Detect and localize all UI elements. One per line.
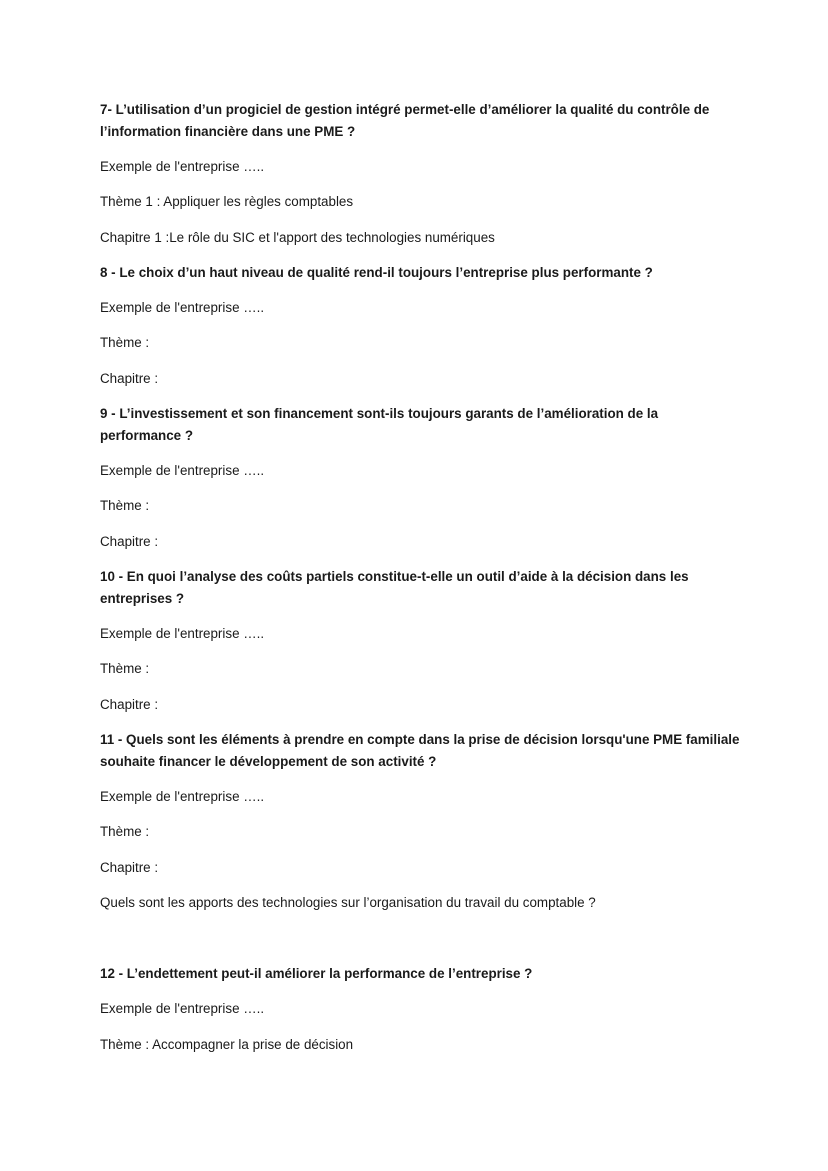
question-9-title: 9 - L’investissement et son financement sont-ils toujours garants de l’amélioration de la performance ? <box>100 406 659 443</box>
question-7-chapitre: Chapitre 1 :Le rôle du SIC et l'apport des technologies numériques <box>100 230 495 245</box>
question-10-exemple: Exemple de l'entreprise ….. <box>100 626 265 641</box>
question-11-theme: Thème : <box>100 824 150 839</box>
question-8-exemple: Exemple de l'entreprise ….. <box>100 300 265 315</box>
question-12-theme: Thème : Accompagner la prise de décision <box>100 1037 354 1052</box>
question-9-chapitre: Chapitre : <box>100 534 159 549</box>
question-11-title: 11 - Quels sont les éléments à prendre en compte dans la prise de décision lorsqu'une PME familiale souhaite financer le développement de son activité ? <box>100 732 740 769</box>
question-8-chapitre: Chapitre : <box>100 371 159 386</box>
question-7-theme: Thème 1 : Appliquer les règles comptables <box>100 194 354 209</box>
question-10-title: 10 - En quoi l’analyse des coûts partiels constitue-t-elle un outil d’aide à la décision dans les entreprises ? <box>100 569 689 606</box>
question-8-title: 8 - Le choix d’un haut niveau de qualité rend-il toujours l’entreprise plus performante ? <box>100 265 653 280</box>
question-8-theme: Thème : <box>100 335 150 350</box>
question-12-exemple: Exemple de l'entreprise ….. <box>100 1001 265 1016</box>
question-11-extra: Quels sont les apports des technologies sur l’organisation du travail du comptable ? <box>100 895 596 910</box>
question-7-title: 7- L’utilisation d’un progiciel de gestion intégré permet-elle d’améliorer la qualité du contrôle de l’information financière dans une PME ? <box>100 102 710 139</box>
question-9-exemple: Exemple de l'entreprise ….. <box>100 463 265 478</box>
question-10-chapitre: Chapitre : <box>100 697 159 712</box>
question-9-theme: Thème : <box>100 498 150 513</box>
question-11-chapitre: Chapitre : <box>100 860 159 875</box>
question-10-theme: Thème : <box>100 661 150 676</box>
question-11-exemple: Exemple de l'entreprise ….. <box>100 789 265 804</box>
question-7-exemple: Exemple de l'entreprise ….. <box>100 159 265 174</box>
question-12-title: 12 - L’endettement peut-il améliorer la performance de l’entreprise ? <box>100 966 533 981</box>
